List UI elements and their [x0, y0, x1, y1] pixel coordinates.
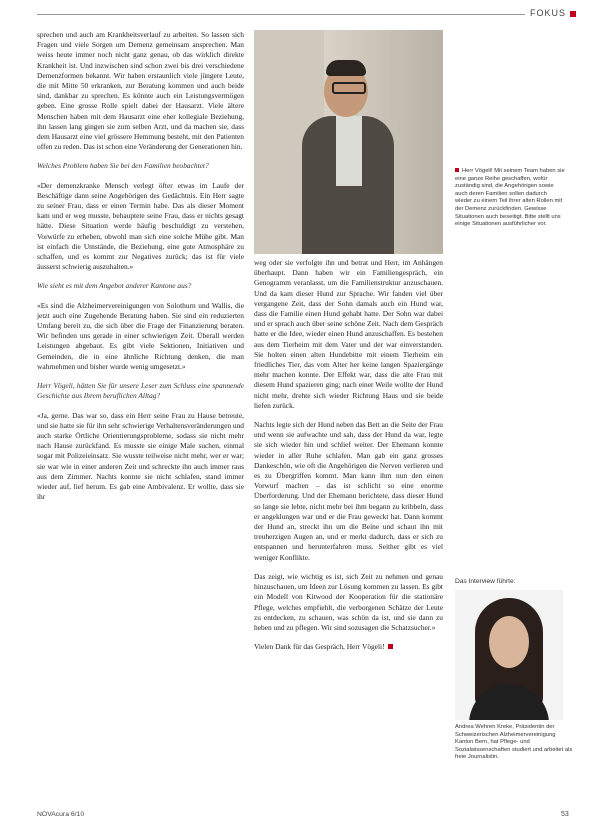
caption-marker	[455, 168, 459, 172]
end-marker	[388, 644, 393, 649]
paragraph-text: «Ja, gerne. Das war so, dass ein Herr seine Frau zu Hause betreute, und sie hatte sie für ihn sehr schwierige Verhaltensveränderungen und auch starke Örtliche Orientierungsprobleme, sodass sie nicht mehr nach Hause zurückfand. Es musste sie einige Male suchen, einmal sogar mit Polizeieinsatz. Sie wusste teilweise nicht mehr, wer er war; sie war wie in einer anderen Zeit und schreckte ihn auch immer raus aus dem Zimmer. Nachts konnte sie nicht schlafen, stand immer wieder auf, lief herum. Es gab eine Ambivalenz. Er wollte, dass sie ihr	[37, 410, 244, 502]
paragraph-text: Welches Problem haben Sie bei den Familien beobachtet?	[37, 161, 209, 171]
portrait-photo-woman	[455, 590, 563, 720]
paragraph-text: Vielen Dank für das Gespräch, Herr Vögeli!	[254, 642, 385, 652]
portrait-photo-man	[254, 30, 443, 254]
column-left	[37, 30, 244, 511]
section-label	[530, 8, 576, 18]
body-paragraph	[37, 301, 244, 372]
photo-hair	[326, 60, 366, 76]
photo-caption-1	[455, 168, 565, 229]
paragraph-text: weg oder sie verfolgte ihn und betrat und Herr, im Anhängen überhaupt. Dann haben wir ein Familiengespräch, ein Genogramm veranlasst, um die Familienstruktur anzuschauen. Und da kam dieser Hund zur Sprache. Wir fanden viel über vergangene Zeit, dass der Sohn damals auch ein Hund war, dass die Familie einen Hund gehabt hatte. Der Sohn war dabei und er sprach auch über seine schöne Zeit. Nach dem Gespräch hatte er die Idee, wieder einen Hund anzuschaffen. Es bestehen aus dem Tierheim mit dem Vater und der war einverstanden. Sie holten einen alten Hundebitte mit einem Tierheim ein friedliches Tier, das vom Alter her keine langen Spaziergänge mehr machen konnte. Der Effekt war, dass die alte Frau mit diesem Hund spazieren ging; nach einer Weile wollte der Hund nicht mehr, drehte sich wieder Richtung Haus und sie beide liefen zurück.	[254, 258, 443, 410]
interview-question	[37, 281, 244, 291]
footer-page-number: 53	[561, 811, 569, 818]
paragraph-text: Herr Vögeli, hätten Sie für unsere Leser zum Schluss eine spannende Geschichte aus Ihrem beruflichen Alltag?	[37, 381, 244, 401]
photo-caption-2: Andrea Wehren Kreke, Präsidentin der Schweizerischen Alzheimervereinigung Kanton Bern, hat Pflege- und Sozialwissenschaften studiert und arbeitet als freie Journalistin.	[455, 724, 573, 761]
interview-question	[37, 381, 244, 401]
body-paragraph	[254, 572, 443, 633]
photo-shirt	[336, 116, 362, 186]
paragraph-text: «Es sind die Alzheimervereinigungen von Solothurn und Wallis, die jetzt auch eine Zugehende Beratung haben. Sie sind ein reduzierten Umfang bereit zu, die sich über die Frage der Finanzierung beraten. Wir befinden uns gerade in einer schwierigen Zeit. Überall werden Leistungen abgebaut. Es gibt viele Sektionen, Initiativen und Gemeinden, die in eine ähnliche Richtung denken, die man wahrnehmen und bisher wurde wenig umgesetzt.»	[37, 300, 244, 371]
paragraph-text: sprechen und auch am Krankheitsverlauf zu arbeiten. So lassen sich Fragen und viele Sorgen um Demenz gemeinsam ansprechen. Man weiss heute immer noch nicht ganz genau, ob das wirklich direkte Krankheit ist. Und inzwischen sind schon zwei bis drei verschiedene Demenzformen bekannt. Wir haben erstaunlich viele jüngere Leute, die mit Mitte 50 erkranken, zur Beratung kommen und auch beide sind, dankbar zu sprechen. Es könnte auch ein Leistungsvermögen geben. Eine grosse Rolle spielt dabei der Hausarzt. Viele ältere Menschen haben mit dem Hausarzt eine eher kollegiale Beziehung, ihn lassen lang gingen sie zum selben Arzt, und da machen sie, dass dem Hausarzt eine viel grössere Hemmung besteht, mit den Patienten offen zu reden. Das ist schon eine Veränderung der Generationen hin.	[37, 30, 244, 152]
paragraph-text: «Der demenzkranke Mensch verlegt öfter etwas im Laufe der Beschäftige dann seine Angehörigen des Gedächtnis. Ein Herr sagte zu seiner Frau, dass er einen Termin habe. Das als dieser Moment kam und er weg musste, behauptete seine Frau, dass er nichts gesagt hätte. Diese Situation werde häufig beschuldigt zu verstehen, Vorwürfe zu erheben, obwohl man sich eine solche Mühe gibt. Man ist einfach die Umstände, die Beziehung, eine gute Atmosphäre zu schaffen, und es kommt zur Negatives zurück; das ist für viele äusserst schwierig auszuhalten.»	[37, 180, 244, 272]
interviewer-label: Das Interview führte:	[455, 578, 516, 585]
paragraph-text: Wie sieht es mit dem Angebot anderer Kantone aus?	[37, 281, 192, 291]
caption-1-text: Herr Vögeli! Mit seinem Team haben sie eine ganze Reihe geschaffen, wofür zuständig sind, die Angehörigen sowie auch deren Familien sollen dadurch wieder zu einem Teil ihrer alten Rollen mit der Demenz zurückfinden. Gewisse Situationen auch beseitigt. Bitte stellt uns einige Situationen ausführlicher vor.	[455, 168, 565, 228]
column-middle	[254, 258, 443, 661]
interview-question	[37, 161, 244, 171]
paragraph-text: Nachts legte sich der Hund neben das Bett an die Seite der Frau und wenn sie aufwachte und sah, dass der Hund da war, legte sie sich wieder hin und schlief weiter. Der Ehemann konnte wieder in aller Ruhe schlafen. Man gab ein ganz grosses Dankeschön, wie oft die Angehörigen die Nerven verlieren und es zu Übergriffen kommt. Man kann ihm nun den einen Vorwurf machen – das ist schlicht so eine enorme Überforderung. Und der Ehemann berichtete, dass dieser Hund so lange sie lebte, nicht mehr bei ihm begann zu kribbeln, dass er angeklungen war und er die Frau geweckt hat. Dann kommt der Hund an, streckt ihn um die Beine und schaut ihn mit treuherzigen Augen an, und er merkt dadurch, dass er sich zu entspannen und herunterfahren muss. Seither gibt es viel weniger Konflikte.	[254, 420, 443, 562]
body-paragraph	[254, 420, 443, 563]
photo2-face	[489, 616, 529, 668]
body-paragraph	[37, 181, 244, 273]
body-paragraph	[37, 411, 244, 503]
body-paragraph	[254, 258, 443, 411]
closing-line	[254, 642, 443, 652]
section-marker	[570, 11, 576, 17]
body-paragraph	[37, 30, 244, 152]
section-name: FOKUS	[530, 8, 567, 18]
header-rule	[37, 14, 525, 15]
footer-publication: NOVAcura 6/10	[37, 811, 85, 818]
paragraph-text: Das zeigt, wie wichtig es ist, sich Zeit zu nehmen und genau hinzuschauen, um Ideen zur Lösung kommen zu lassen. Es gibt ein Modell von Kitwood der Kooperation für die stationäre Pflege, welches empfiehlt, die verborgenen Schätze der Leute zu entdecken, zu schauen, was schön da ist, und sie dann zu heben und zu pflegen. Wir sind sozusagen die Schatzsucher.»	[254, 571, 443, 632]
photo-glasses	[332, 82, 366, 94]
